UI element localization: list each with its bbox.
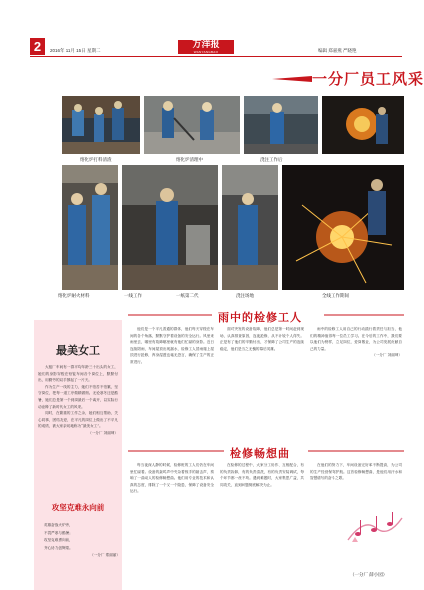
story3-author: （一分厂 薛小园） [350, 572, 388, 577]
photo-5-caption: 熔化炉耐火材料 [58, 293, 90, 298]
story1-paragraph: 大板厂车间有一群平均年龄三十出头的女工，她们的身影穿梭在铅锭车间各个岗位上，默默付出，用勤劳的双手撑起了一片天。 [38, 365, 118, 383]
story2-col-1 [130, 326, 214, 366]
header-rule [30, 56, 402, 57]
masthead [178, 40, 234, 54]
story3-col-1 [130, 462, 214, 495]
story3-text: 在检修的过程中，大家分工协作、互相配合，有的负责拆卸，有的负责清洗，有的负责安装调试，每个环节都一丝不苟。遇到难题时，大家集思广益，共同攻关，直到问题彻底解决为止。 [220, 463, 304, 487]
page-number: 2 [30, 38, 45, 55]
photo-7-caption: 一纸第二代 [176, 293, 199, 298]
story3-title: 检修畅想曲 [230, 447, 290, 460]
section-banner [272, 66, 424, 92]
editor-line: 编辑 郑嘉燕 严晓艳 [318, 48, 357, 53]
story2-title: 雨中的检修工人 [218, 311, 302, 324]
photo-8 [222, 165, 278, 290]
photo-9 [282, 165, 404, 290]
story3-text: 每当夜深人静的时候，检修班的工人们仍在车间里忙碌着。设备的轰鸣声中夹杂着扳手的敲击声，奏响了一曲动人的检修畅想曲。他们用专业的技术和认真的态度，排除了一个又一个隐患，保障了设备安全运行。 [130, 463, 214, 494]
story2-text: 雨中的检修工人用自己的行动践行着责任与担当，他们的精神值得每一位员工学习。在今后的工作中，我们要以他们为榜样，立足岗位，爱岗敬业，为公司发展贡献自己的力量。 [310, 327, 402, 351]
banner-arrow [272, 76, 312, 82]
photo-6 [122, 165, 218, 290]
story2-text: 面对突发的设备故障，他们总是第一时间赶到现场，认真排查原因，连夜抢修，从不计较个人得失。正是有了他们的辛勤付出，才保障了公司生产的连续稳定，他们是当之无愧的幕后英雄。 [220, 327, 304, 351]
story2-text: 他们是一个平凡普通的群体，他们每天穿梭在车间的各个角落，默默守护着设备的安全运行。风里来雨里去，哪里有故障哪里就有他们忙碌的身影。近日连续阴雨，车间屋顶出现漏水，检修工人冒雨爬上屋顶进行抢修，浑身湿透也毫无怨言，确保了生产的正常进行。 [130, 327, 214, 364]
banner-title: 一分厂员工风采 [312, 70, 424, 88]
story1-body [38, 364, 118, 437]
photo-5 [62, 165, 118, 290]
poem-line: 攻坚克难勇向前， [44, 538, 73, 542]
photo-3-caption: 浇注工作后 [260, 157, 283, 162]
poem-line: 齐心协力创辉煌。 [44, 545, 73, 550]
masthead-title: 万洋报 [192, 40, 220, 50]
story2-author: （一分厂 刘丽坤） [372, 353, 402, 358]
poem-title: 攻坚克难永向前 [51, 503, 105, 512]
story1-author: （一分厂 刘丽坤） [88, 430, 118, 435]
story3-col-3 [310, 462, 402, 482]
poem-line: 英雄奋战火炉旁， [44, 523, 73, 527]
story1-paragraph: 同时，在繁重的工作之余，她们相互帮助，关心同事，团结友爱，在平凡的岗位上做出了不平凡的成绩，被大家亲切地称为“最美女工”。 [38, 411, 118, 429]
story1-paragraph: 作为生产一线的主力，她们不怕苦不怕累，坚守岗位，把每一道工序做精做细。无论寒冬还是酷暑，她们总是第一个到岗最后一个离开，以实际行动诠释了新时代女工的风采。 [38, 384, 118, 409]
poem-line: 不畏严寒与酷暑； [44, 530, 73, 535]
story3-text: 在他们的努力下，车间设备完好率不断提高，为公司的生产经营保驾护航。这首检修畅想曲，是他们用汗水和智慧谱写的奋斗之歌。 [310, 463, 402, 481]
poem-author: （一分厂 郑丽丽） [90, 553, 120, 557]
story1-title: 最美女工 [56, 344, 100, 357]
page-header [0, 0, 412, 60]
photo-8-caption: 浇注场地 [236, 293, 254, 298]
music-notes-illustration [346, 510, 404, 548]
photo-3 [244, 96, 318, 154]
photo-4 [322, 96, 404, 154]
photo-9-caption: 全线工作期间 [322, 293, 349, 298]
story2-col-3 [310, 326, 402, 359]
story3-col-2 [220, 462, 304, 488]
photo-2-caption: 熔化炉清理中 [176, 157, 203, 162]
photo-6-caption: 一线工作 [124, 293, 142, 298]
photo-2 [144, 96, 240, 154]
masthead-pinyin: WANYANGBAO [193, 50, 219, 54]
poem-body [44, 522, 120, 560]
story2-col-2 [220, 326, 304, 352]
photo-1-caption: 熔化炉打料清渣 [80, 157, 112, 162]
photo-1 [62, 96, 140, 154]
date-line: 2016年 11月 15日 星期二 [50, 48, 101, 53]
